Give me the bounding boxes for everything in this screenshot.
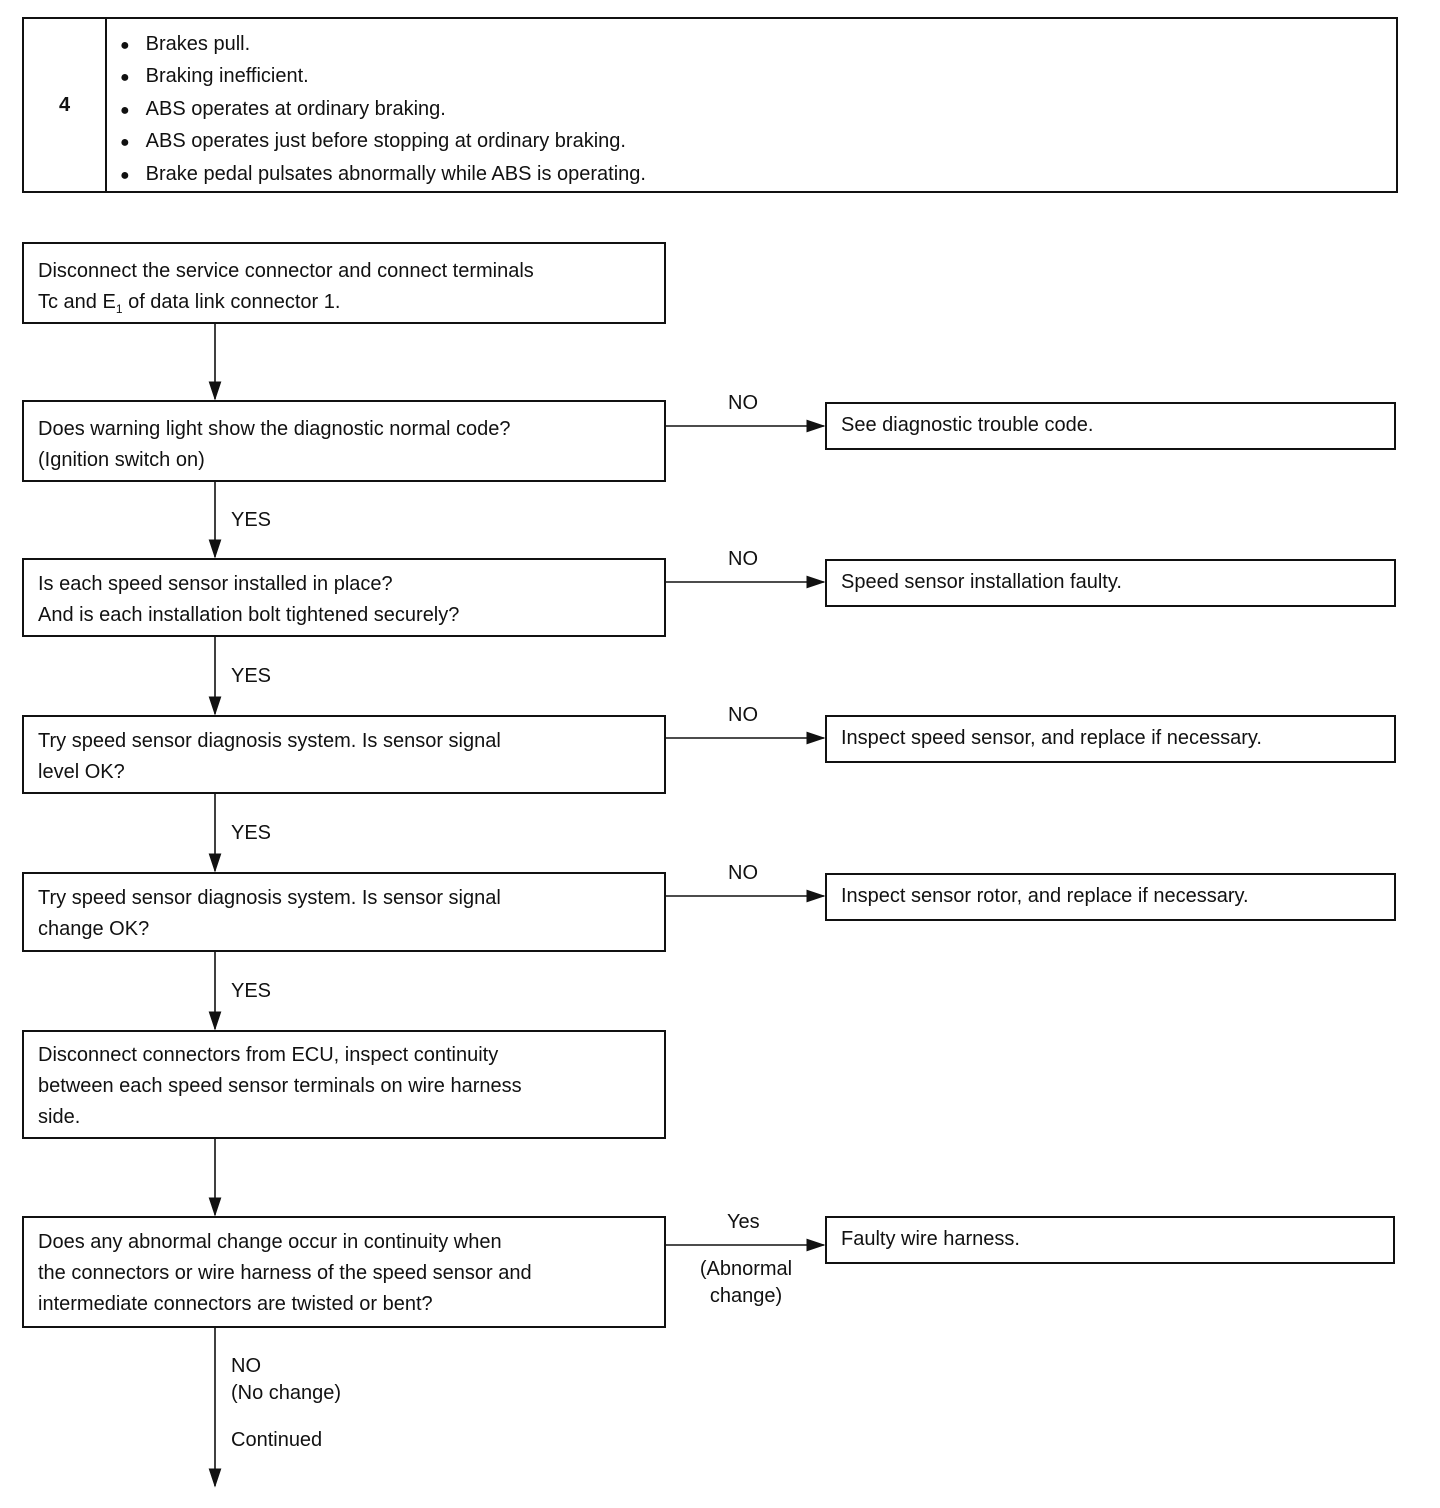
- symptom-item: ● Brake pedal pulsates abnormally while ABS is operating.: [120, 159, 646, 191]
- step-box-7: Does any abnormal change occur in continuity when the connectors or wire harness of the speed sensor and intermediate connectors are twisted or bent?: [22, 1216, 666, 1328]
- step-box-4: Try speed sensor diagnosis system. Is sensor signal level OK?: [22, 715, 666, 794]
- subscript: 1: [115, 302, 123, 316]
- symptom-item: ● ABS operates at ordinary braking.: [120, 94, 646, 126]
- continued-label: Continued: [231, 1429, 323, 1451]
- step-box-2: Does warning light show the diagnostic normal code? (Ignition switch on): [22, 400, 666, 482]
- symptom-item: ● Braking inefficient.: [120, 61, 646, 93]
- step-text: Disconnect the service connector and connect terminals: [38, 260, 534, 282]
- result-box: Speed sensor installation faulty.: [825, 559, 1396, 607]
- result-box: Faulty wire harness.: [825, 1216, 1395, 1264]
- symptom-item: ● Brakes pull.: [120, 29, 646, 61]
- no-label: NO: [728, 862, 758, 884]
- yes-label: Yes: [727, 1211, 760, 1233]
- result-box: See diagnostic trouble code.: [825, 402, 1396, 450]
- step-box-1: [22, 242, 666, 324]
- symptom-number: 4: [24, 19, 107, 191]
- result-box: Inspect speed sensor, and replace if necessary.: [825, 715, 1396, 763]
- step-text: [38, 287, 650, 325]
- step-text-part: Tc and E: [38, 291, 116, 313]
- no-sub-label: (No change): [231, 1382, 342, 1404]
- yes-label: YES: [231, 509, 272, 531]
- no-label: NO: [231, 1355, 261, 1377]
- step-box-3: Is each speed sensor installed in place? And is each installation bolt tightened securely?: [22, 558, 666, 637]
- step-box-5: Try speed sensor diagnosis system. Is sensor signal change OK?: [22, 872, 666, 952]
- yes-label: YES: [231, 822, 272, 844]
- no-label: NO: [728, 392, 758, 414]
- yes-sub-label: (Abnormal change): [699, 1258, 793, 1307]
- yes-label: YES: [231, 665, 272, 687]
- yes-label: YES: [231, 980, 272, 1002]
- step-text-part: of data link connector 1.: [122, 291, 341, 313]
- result-box: Inspect sensor rotor, and replace if necessary.: [825, 873, 1396, 921]
- no-label: NO: [728, 548, 758, 570]
- no-label: NO: [728, 704, 758, 726]
- step-box-6: Disconnect connectors from ECU, inspect continuity between each speed sensor terminals on wire harness side.: [22, 1030, 666, 1139]
- symptom-item: ● ABS operates just before stopping at ordinary braking.: [120, 126, 646, 158]
